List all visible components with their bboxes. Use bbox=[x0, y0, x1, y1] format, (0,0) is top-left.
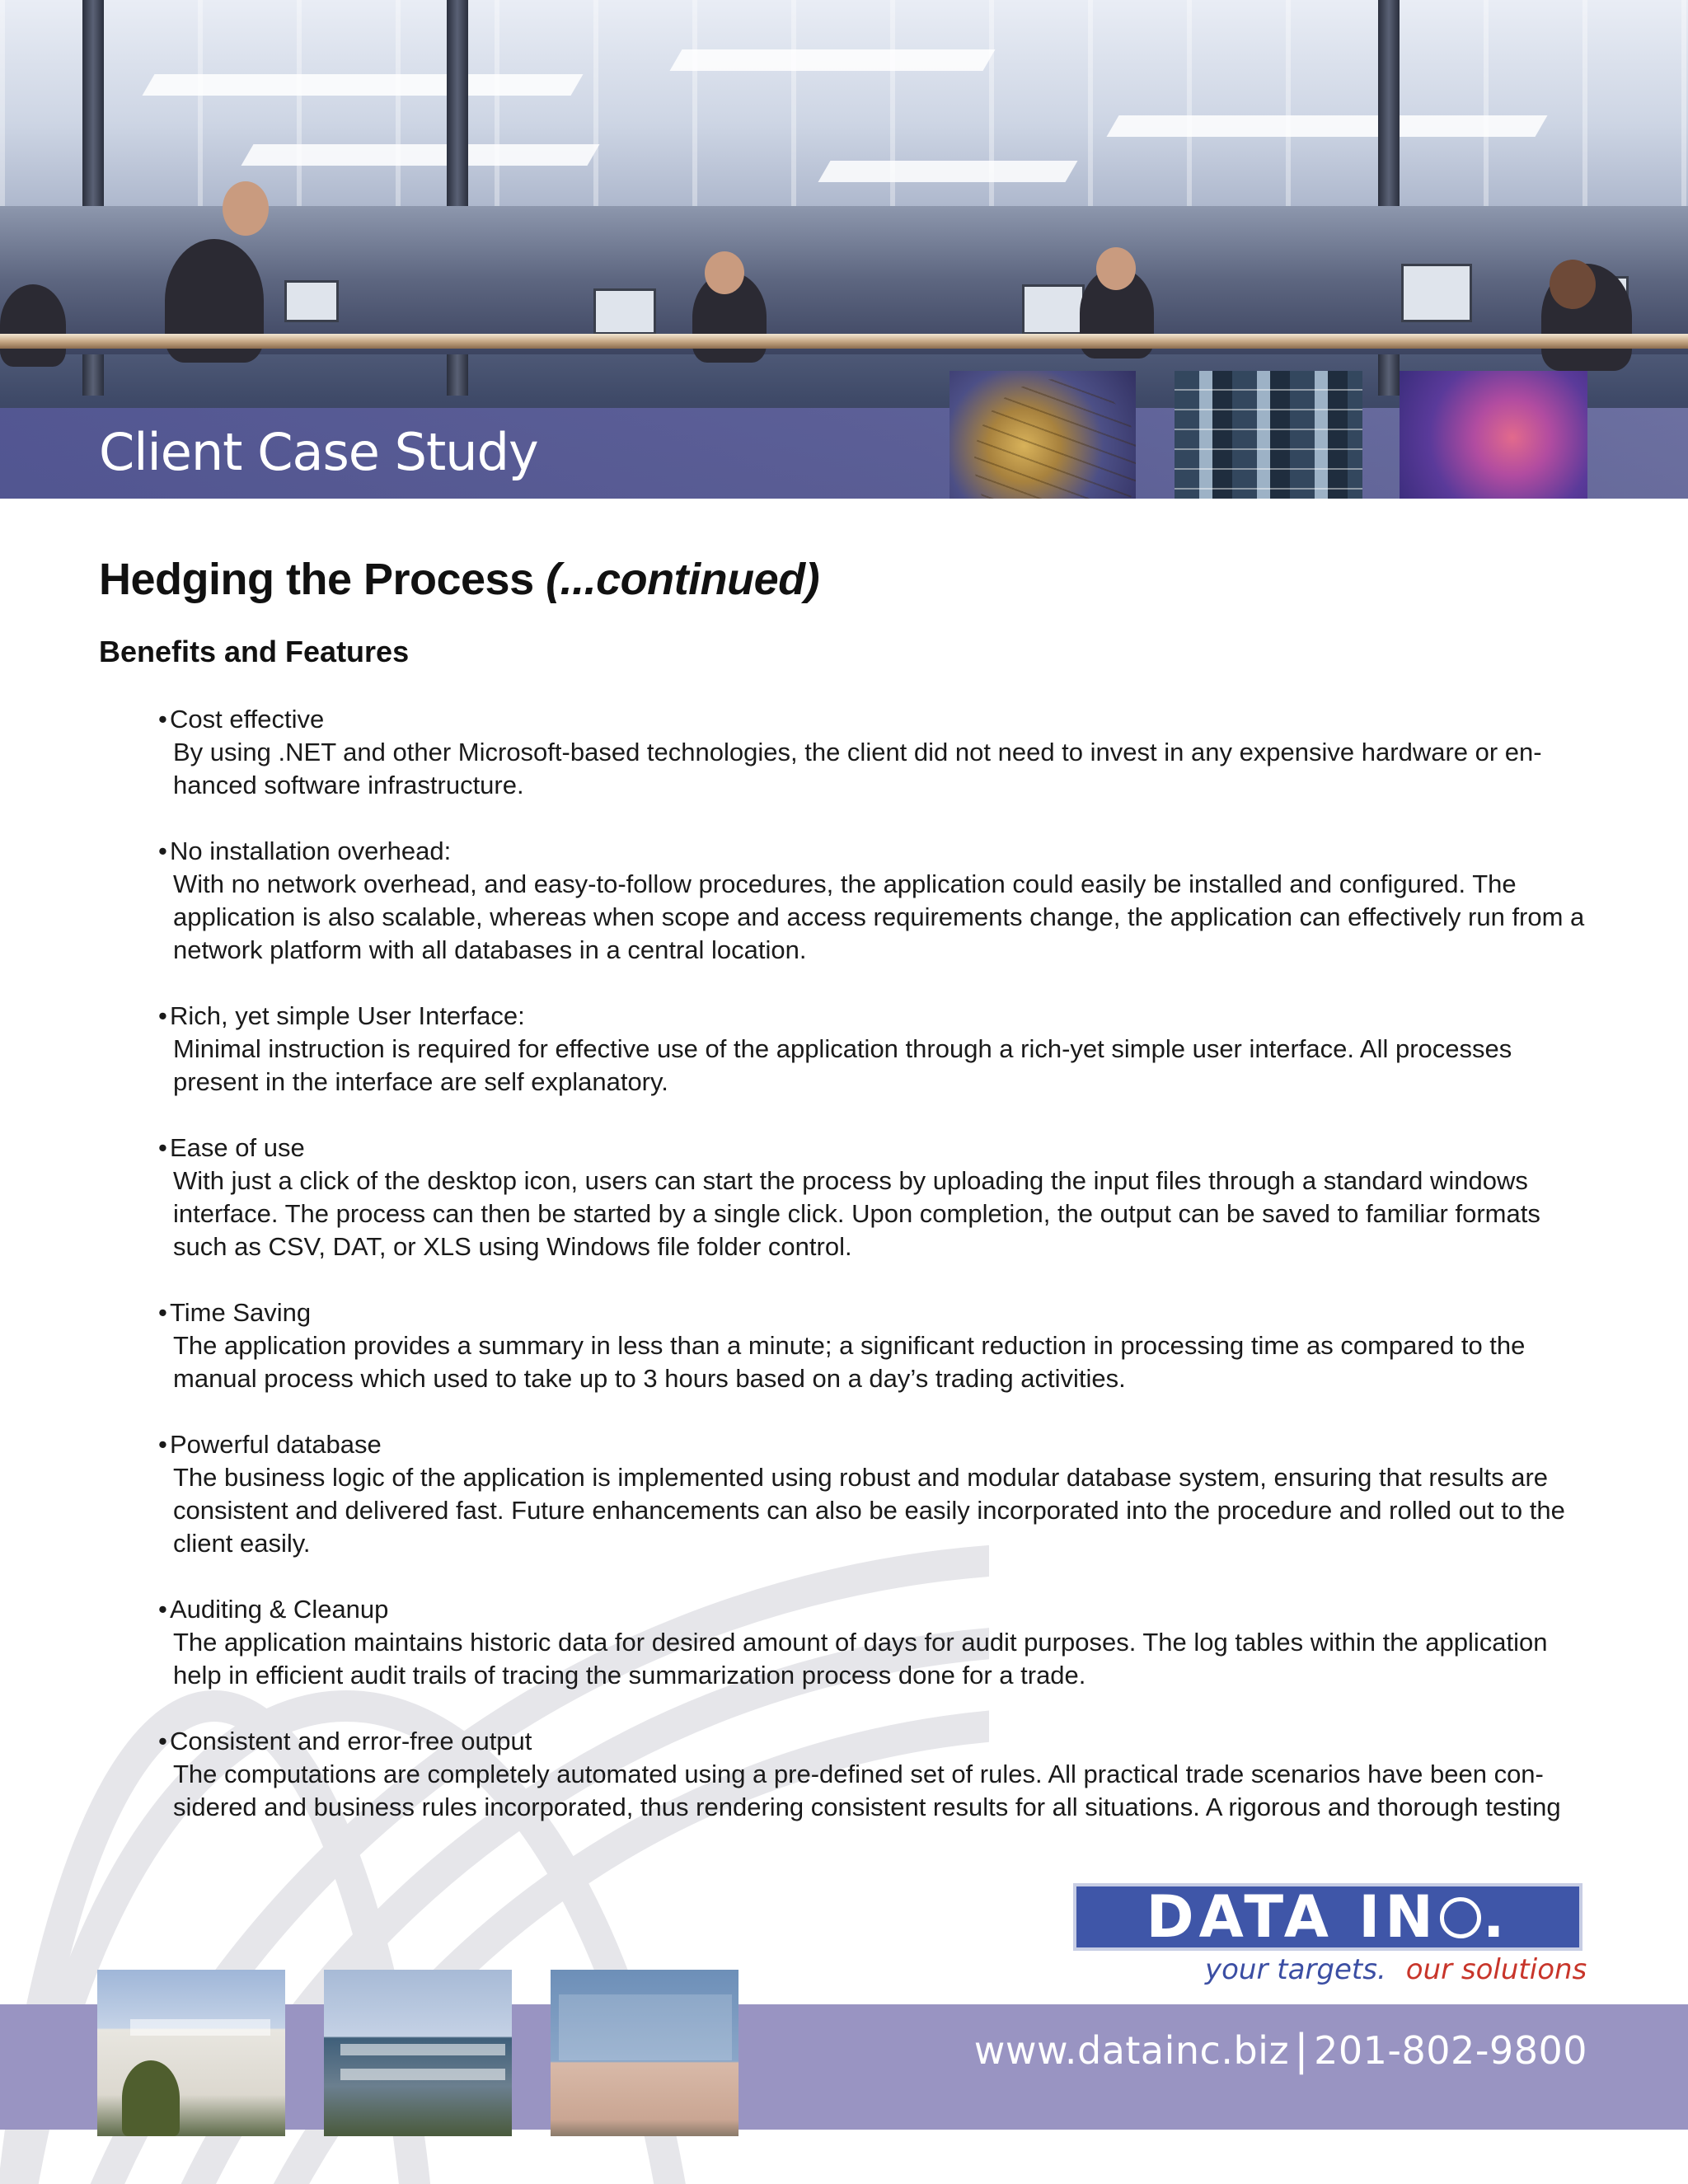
phone-number: 201-802-9800 bbox=[1314, 2028, 1587, 2073]
benefit-item bbox=[158, 1725, 1592, 1824]
benefit-description: With no network overhead, and easy-to-follow procedures, the application could easily be installed and configured. The application is also scalable, whereas when scope and access requirements change, the application can effectively run from a network platform with all databases in a central location. bbox=[173, 869, 1585, 964]
heading-text: Hedging the Process bbox=[99, 555, 534, 604]
benefit-description: By using .NET and other Microsoft-based technologies, the client did not need to invest in any expensive hardware or en-hanced software infrastructure. bbox=[173, 738, 1542, 799]
office-ceiling-image bbox=[0, 0, 1688, 206]
globe-icon bbox=[1440, 1897, 1481, 1938]
office-floor-image bbox=[0, 206, 1688, 354]
logo-text: DATA IN bbox=[1146, 1883, 1438, 1951]
benefit-title: • Time Saving bbox=[158, 1296, 1592, 1329]
benefits-list bbox=[158, 703, 1592, 1857]
page-heading bbox=[99, 554, 819, 605]
benefit-title: • No installation overhead: bbox=[158, 835, 1592, 868]
logo-dot: . bbox=[1482, 1883, 1510, 1951]
company-tagline bbox=[1205, 1953, 1587, 1986]
benefit-title: • Auditing & Cleanup bbox=[158, 1593, 1592, 1626]
benefit-description: The business logic of the application is implemented using robust and modular database system, ensuring that results are consistent and delivered fast. Future enhancements can also be easily incorporated into the procedure and rolled out to the client easily. bbox=[173, 1463, 1565, 1558]
glass-sphere-photo bbox=[1400, 371, 1587, 499]
website-link[interactable]: www.datainc.biz bbox=[973, 2028, 1290, 2073]
header-banner bbox=[0, 0, 1688, 499]
benefit-item bbox=[158, 1593, 1592, 1692]
building-photo-2 bbox=[324, 1970, 512, 2136]
benefit-description: Minimal instruction is required for effective use of the application through a rich-yet simple user interface. All processes present in the interface are self explanatory. bbox=[173, 1034, 1512, 1096]
contact-separator: | bbox=[1294, 2026, 1310, 2075]
benefit-item bbox=[158, 835, 1592, 967]
building-photo-3 bbox=[551, 1970, 738, 2136]
heading-continued: (...continued) bbox=[546, 555, 820, 604]
office-rail bbox=[0, 334, 1688, 349]
tagline-secondary: our solutions bbox=[1405, 1953, 1587, 1986]
building-photo-1 bbox=[97, 1970, 285, 2136]
tagline-primary: your targets. bbox=[1205, 1953, 1386, 1986]
benefit-description: With just a click of the desktop icon, users can start the process by uploading the input files through a standard windows interface. The process can then be started by a single click. Upon completion, the output can be saved to familiar formats such as CSV, DAT, or XLS using Windows file folder control. bbox=[173, 1166, 1540, 1261]
benefit-item bbox=[158, 1296, 1592, 1395]
benefit-title: • Powerful database bbox=[158, 1428, 1592, 1461]
benefit-title: • Rich, yet simple User Interface: bbox=[158, 1000, 1592, 1033]
contact-info bbox=[974, 1988, 1587, 2113]
data-inc-logo bbox=[1073, 1883, 1582, 1951]
section-subheading: Benefits and Features bbox=[99, 635, 410, 668]
benefit-item bbox=[158, 1132, 1592, 1263]
benefit-item bbox=[158, 1428, 1592, 1560]
case-study-title: Client Case Study bbox=[99, 422, 538, 482]
benefit-description: The computations are completely automated using a pre-defined set of rules. All practical trade scenarios have been con-sidered and business rules incorporated, thus rendering consistent results for all situations. A rigorous and thorough testing bbox=[173, 1760, 1561, 1821]
benefit-description: The application provides a summary in less than a minute; a significant reduction in processing time as compared to the manual process which used to take up to 3 hours based on a day’s trading activities. bbox=[173, 1331, 1526, 1393]
benefit-item bbox=[158, 1000, 1592, 1099]
globe-keyboard-photo bbox=[950, 371, 1136, 499]
benefit-title: • Ease of use bbox=[158, 1132, 1592, 1165]
benefit-title: • Consistent and error-free output bbox=[158, 1725, 1592, 1758]
server-rack-photo bbox=[1175, 371, 1362, 499]
benefit-title: • Cost effective bbox=[158, 703, 1592, 736]
benefit-description: The application maintains historic data for desired amount of days for audit purposes. The log tables within the application help in efficient audit trails of tracing the summarization process done for a trade. bbox=[173, 1628, 1548, 1690]
benefit-item bbox=[158, 703, 1592, 802]
